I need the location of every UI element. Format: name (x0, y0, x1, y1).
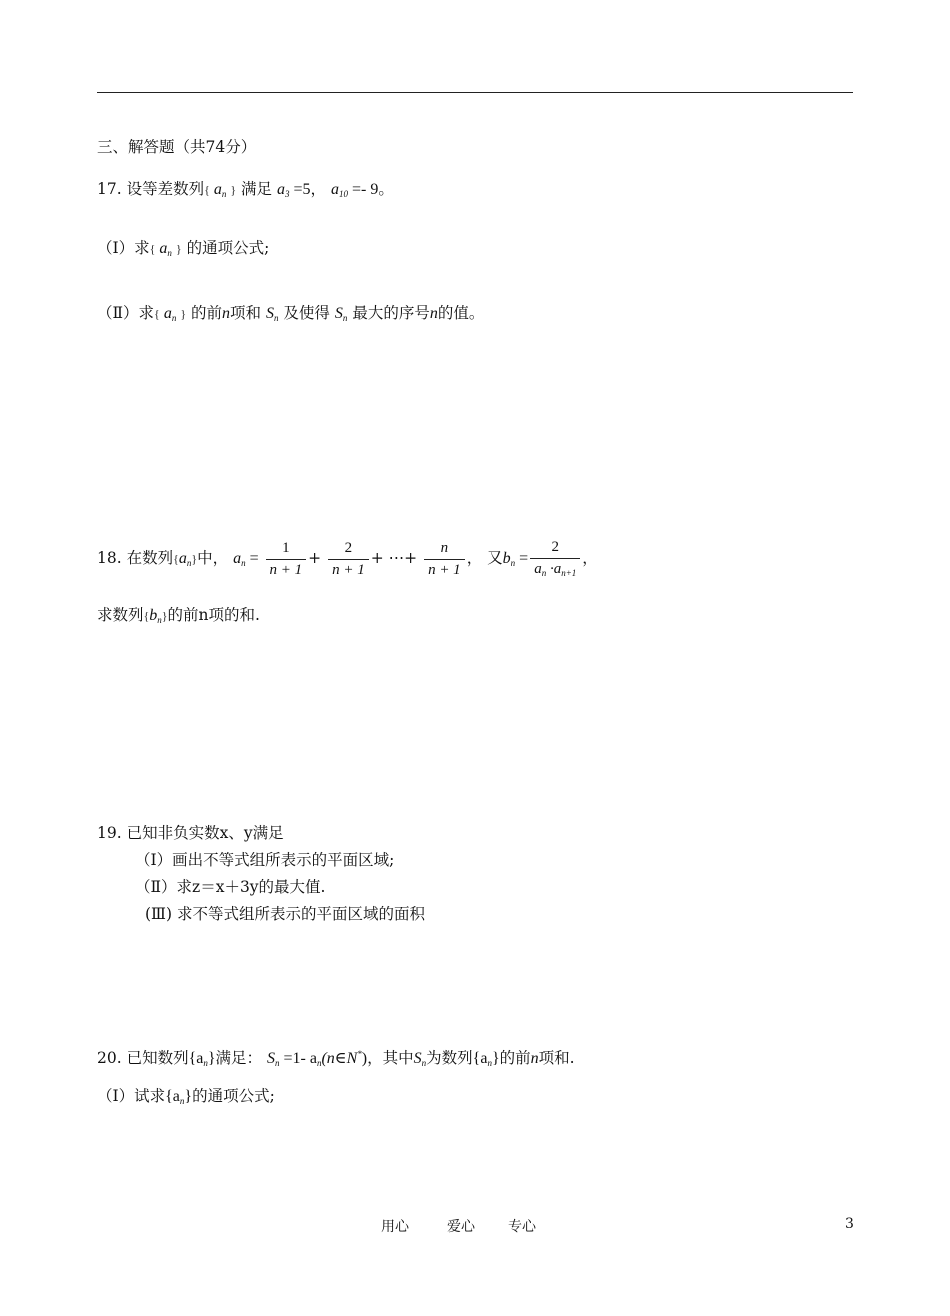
page-number: 3 (845, 1216, 854, 1232)
section-header: 三、解答题（共74分） (97, 138, 257, 156)
footer-word-1: 用心 (381, 1219, 409, 1235)
question-19-part-1: （Ⅰ）画出不等式组所表示的平面区域; (135, 851, 395, 869)
q17-satisfy: 满足 (241, 180, 273, 198)
q17-sequence: { $a_n$ } (204, 181, 237, 199)
footer-word-3: 专心 (508, 1219, 536, 1235)
question-17-part-1: （Ⅰ）求{ $a_n$ } 的通项公式; (97, 239, 270, 258)
q18-fraction-4: $\frac{2}{a_n \cdot a_{n+1}}$ (530, 540, 580, 578)
question-17-part-2: （Ⅱ）求{ $a_n$ } 的前n项和 $S_n$ 及使得 $S_n$ 最大的序号n的值。 (97, 304, 485, 323)
q20-part1-sequence: $\{a_n\}$ (165, 1088, 193, 1106)
q17-a3-equation: $a_3 =5$ (277, 181, 311, 199)
question-17-stem: 17. 设等差数列{ $a_n$ } 满足 $a_3 =5$， $a_{10} =- 9$。 (97, 180, 394, 199)
q17-part1-sequence: { $a_n$ } (149, 240, 182, 258)
q18-sequence: $\{a_n\}$ (173, 550, 198, 568)
question-19-part-3: (Ⅲ) 求不等式组所表示的平面区域的面积 (145, 905, 425, 923)
q17-part2-sequence: { $a_n$ } (154, 305, 187, 323)
q18-fraction-3: $\frac{n}{n + 1}$ (424, 541, 465, 578)
header-rule (97, 92, 853, 93)
q17-a10-equation: $a_{10} =- 9$ (330, 181, 379, 199)
q18-bn: $b_n$ = (502, 550, 529, 568)
question-18-task: 求数列$\{b_n\}$的前n项的和. (97, 606, 260, 625)
q18-fraction-2: $\frac{2}{n + 1}$ (328, 541, 369, 578)
q20-formula: $S_n =1-$ $a_n(n\in N^*)$ (267, 1049, 368, 1068)
q18-an: $a_n$ = (233, 550, 259, 568)
question-20-part-1: （Ⅰ）试求$\{a_n\}$的通项公式; (97, 1087, 275, 1106)
question-20-stem: 20. 已知数列$\{a_n\}$满足： $S_n =1-$ $a_n(n\in N^*)$，其中$S_n$为数列$\{a_n\}$的前n项和. (97, 1049, 575, 1068)
q18-fraction-1: $\frac{1}{n + 1}$ (266, 541, 307, 578)
q17-prefix: 17. 设等差数列 (97, 180, 205, 198)
footer-word-2: 爱心 (447, 1219, 475, 1235)
q18-sequence-b: $\{b_n\}$ (143, 607, 168, 625)
question-19-stem: 19. 已知非负实数x、y满足 (97, 824, 284, 842)
question-19-part-2: （Ⅱ）求z＝x＋3y的最大值. (135, 878, 326, 896)
question-18-stem: 18. 在数列$\{a_n\}$中， $a_n$ = $\frac{1}{n + 1}$ + $\frac{2}{n + 1}$ + ⋯+ $\frac{n}{n + 1}$ ， 又$b_n$ = $\frac{2}{a_n \cdot a_{n+1}}$ ， (97, 539, 598, 578)
q20-sequence: $\{a_n\}$ (188, 1050, 216, 1068)
